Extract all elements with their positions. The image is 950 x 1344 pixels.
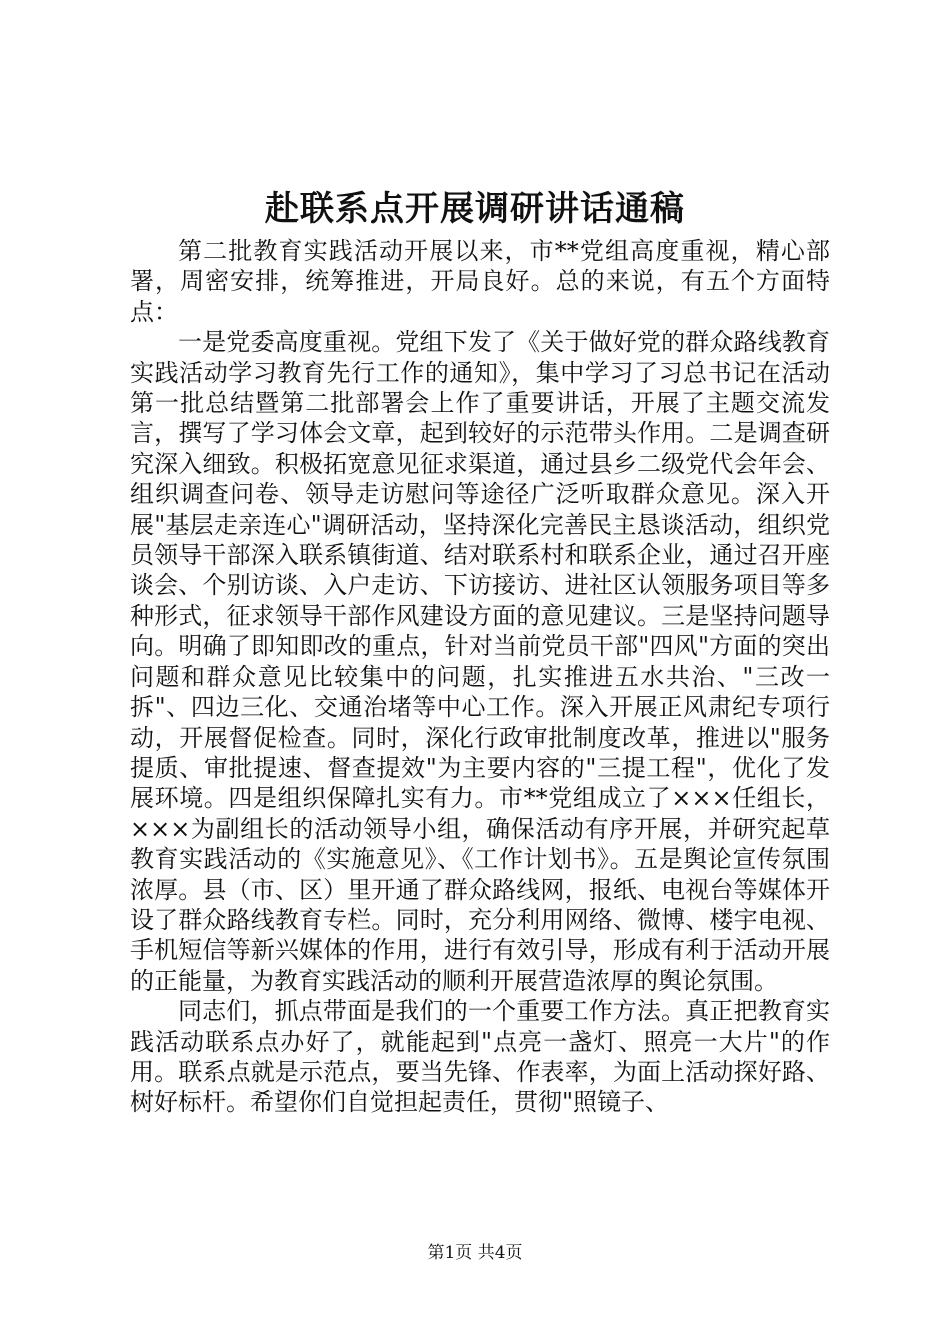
paragraph-comrades: 同志们，抓点带面是我们的一个重要工作方法。真正把教育实践活动联系点办好了，就能起到"点亮一盏灯、照亮一大片"的作用。联系点就是示范点，要当先锋、作表率，为面上活动探好路、树好标杆。希望你们自觉担起责任，贯彻"照镜子、 <box>130 997 830 1117</box>
paragraph-intro: 第二批教育实践活动开展以来，市**党组高度重视，精心部署，周密安排，统筹推进，开局良好。总的来说，有五个方面特点： <box>130 237 830 326</box>
document-body <box>130 236 830 1118</box>
paragraph-five-features: 一是党委高度重视。党组下发了《关于做好党的群众路线教育实践活动学习教育先行工作的通知》，集中学习了习总书记在活动第一批总结暨第二批部署会上作了重要讲话，开展了主题交流发言，撰写了学习体会文章，起到较好的示范带头作用。二是调查研究深入细致。积极拓宽意见征求渠道，通过县乡二级党代会年会、组织调查问卷、领导走访慰问等途径广泛听取群众意见。深入开展"基层走亲连心"调研活动，坚持深化完善民主恳谈活动，组织党员领导干部深入联系镇街道、结对联系村和联系企业，通过召开座谈会、个别访谈、入户走访、下访接访、进社区认领服务项目等多种形式，征求领导干部作风建设方面的意见建议。三是坚持问题导向。明确了即知即改的重点，针对当前党员干部"四风"方面的突出问题和群众意见比较集中的问题，扎实推进五水共治、"三改一拆"、四边三化、交通治堵等中心工作。深入开展正风肃纪专项行动，开展督促检查。同时，深化行政审批制度改革，推进以"服务提质、审批提速、督查提效"为主要内容的"三提工程"，优化了发展环境。四是组织保障扎实有力。市**党组成立了×××任组长，×××为副组长的活动领导小组，确保活动有序开展，并研究起草教育实践活动的《实施意见》、《工作计划书》。五是舆论宣传氛围浓厚。县（市、区）里开通了群众路线网，报纸、电视台等媒体开设了群众路线教育专栏。同时，充分利用网络、微博、楼宇电视、手机短信等新兴媒体的作用，进行有效引导，形成有利于活动开展的正能量，为教育实践活动的顺利开展营造浓厚的舆论氛围。 <box>130 328 830 995</box>
document-title: 赴联系点开展调研讲话通稿 <box>265 189 685 229</box>
page-number-footer: 第1页 共4页 <box>427 1243 523 1263</box>
